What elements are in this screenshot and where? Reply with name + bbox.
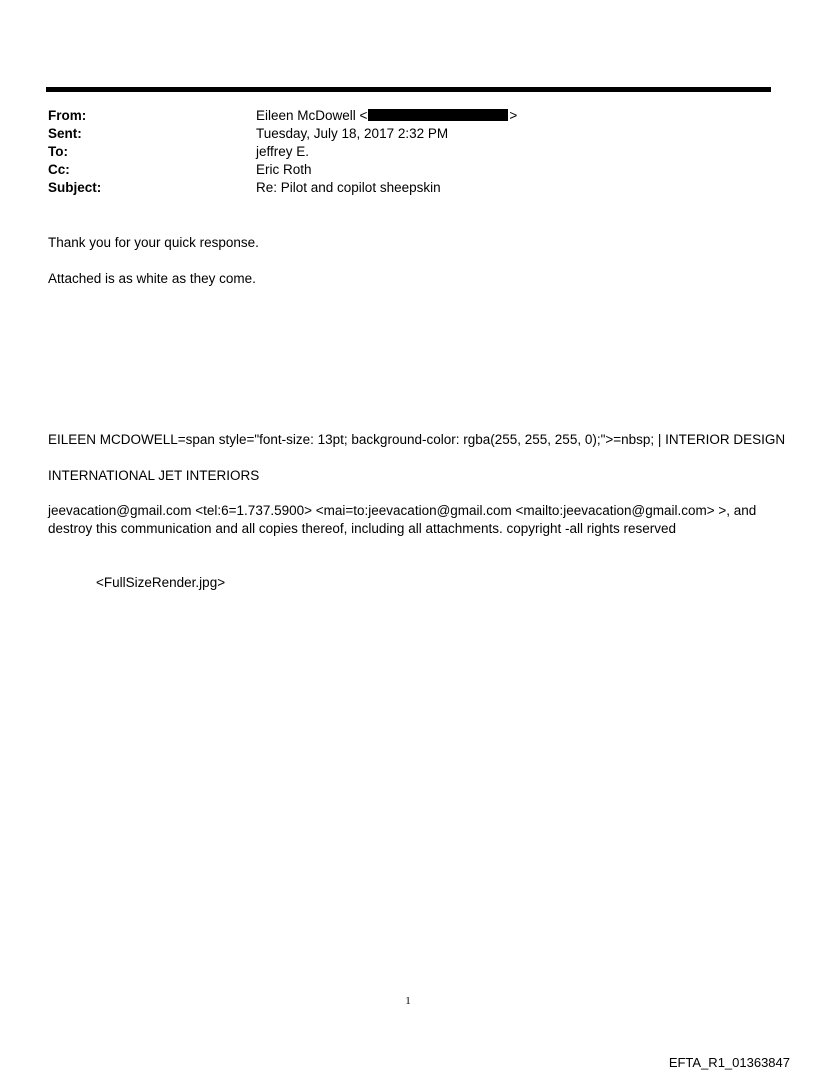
from-row [48, 107, 768, 125]
header-divider [46, 87, 771, 92]
cc-row [48, 161, 768, 179]
subject-row [48, 179, 768, 197]
from-label: From: [48, 108, 87, 123]
disclaimer-text: jeevacation@gmail.com <tel:6=1.737.5900> <mai=to:jeevacation@gmail.com <mailto:jeevacation@gmail.com> >, and destroy this communication and all copies thereof, including all attachments. copyright -all rights reserved [48, 503, 757, 536]
sent-row [48, 125, 768, 143]
page-number: 1 [405, 995, 411, 1007]
email-header [48, 107, 768, 197]
cc-label: Cc: [48, 162, 70, 177]
document-id: EFTA_R1_01363847 [668, 1055, 790, 1070]
from-name: Eileen McDowell < [256, 108, 368, 123]
from-close: > [509, 108, 518, 123]
body-line-thanks: Thank you for your quick response. [48, 235, 259, 250]
subject-value: Re: Pilot and copilot sheepskin [256, 180, 441, 195]
to-value: jeffrey E. [256, 144, 310, 159]
to-row [48, 143, 768, 161]
sent-label: Sent: [48, 126, 82, 141]
subject-label: Subject: [48, 180, 102, 195]
from-value [256, 107, 517, 125]
redaction-block [368, 109, 508, 121]
sent-value: Tuesday, July 18, 2017 2:32 PM [256, 126, 449, 141]
attachment-reference: <FullSizeRender.jpg> [96, 575, 226, 590]
cc-value: Eric Roth [256, 162, 312, 177]
signature-line: EILEEN MCDOWELL=span style="font-size: 13pt; background-color: rgba(255, 255, 255, 0);">=nbsp; | INTERIOR DESIGN [48, 432, 786, 447]
company-name: INTERNATIONAL JET INTERIORS [48, 468, 260, 483]
body-line-attached: Attached is as white as they come. [48, 271, 256, 286]
to-label: To: [48, 144, 68, 159]
